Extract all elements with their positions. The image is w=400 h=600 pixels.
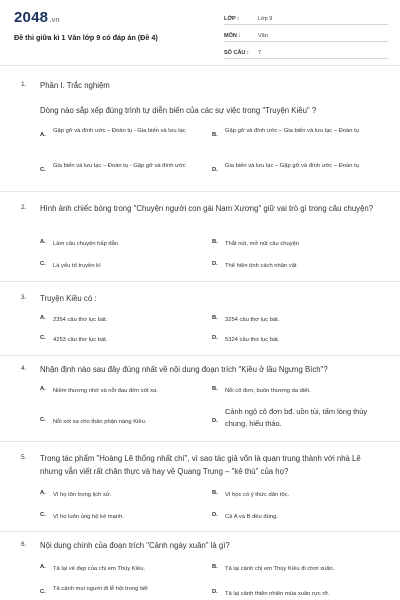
option-text: Nỗi cô đơn, buồn thương da diết. <box>225 388 311 394</box>
option-letter: C. <box>40 261 46 267</box>
option-c[interactable] <box>40 161 205 173</box>
option-letter: D. <box>212 335 218 341</box>
option-letter: D. <box>212 261 218 267</box>
option-a[interactable] <box>40 239 205 249</box>
option-c[interactable] <box>40 584 205 595</box>
question-text: Nhận định nào sau đây đúng nhất về nội dung đoạn trích "Kiều ở lầu Ngưng Bích"? <box>40 365 328 374</box>
meta-label: LỚP : <box>224 16 239 22</box>
option-a[interactable] <box>40 386 205 396</box>
option-c[interactable] <box>40 512 205 522</box>
option-letter: C. <box>40 589 46 595</box>
option-letter: A. <box>40 132 46 138</box>
question-number: 1. <box>21 81 27 88</box>
option-b[interactable] <box>212 386 382 396</box>
option-text: Làm câu chuyện hấp dẫn <box>53 241 119 247</box>
question-number: 6. <box>21 541 27 548</box>
option-letter: B. <box>212 564 218 570</box>
option-d[interactable] <box>212 406 382 430</box>
option-text: Cả A và B đều đúng. <box>225 514 278 520</box>
option-letter: A. <box>40 564 46 570</box>
meta-label: MÔN : <box>224 33 241 39</box>
option-letter: A. <box>40 239 46 245</box>
option-text: Tả lại vẻ đẹp của chị em Thúy Kiều. <box>53 566 146 572</box>
option-text: Tả lại cảnh thiên nhiên mùa xuân rực rỡ. <box>225 591 330 597</box>
meta-value: 7 <box>258 50 262 56</box>
option-letter: D. <box>212 418 218 424</box>
option-letter: D. <box>212 589 218 595</box>
option-b[interactable] <box>212 315 382 325</box>
exam-title: Đề thi giữa kì 1 Văn lớp 9 có đáp án (Đề 4) <box>14 33 158 42</box>
logo-text: 2048 <box>14 9 49 26</box>
option-letter: C. <box>40 512 46 518</box>
question-text: Truyện Kiều có : <box>40 294 97 303</box>
option-d[interactable] <box>212 335 382 345</box>
site-logo[interactable] <box>14 9 60 26</box>
option-letter: A. <box>40 386 46 392</box>
option-text: Vì họ luôn ủng hộ kẻ mạnh. <box>53 514 124 520</box>
option-b[interactable] <box>212 490 382 500</box>
question-text: Trong tác phẩm "Hoàng Lê thống nhất chí", vì sao tác giả vốn là quan trung thành với nhà Lê nhưng vẫn viết rất chân thực và hay về Quang Trung – "kẻ thù" của họ? <box>40 454 361 476</box>
question-3 <box>0 282 400 356</box>
question-text: Hình ảnh chiếc bóng trong "Chuyện người con gái Nam Xương" giữ vai trò gì trong câu chuyện? <box>40 204 374 213</box>
question-1 <box>0 66 400 192</box>
option-text: Nỗi xót xa cho thân phận nàng Kiều. <box>53 419 147 425</box>
option-text: Tả cảnh mọi người đi lễ hội trong tiết <box>53 586 148 592</box>
option-letter: D. <box>212 512 218 518</box>
meta-value: Lớp 9 <box>258 16 273 22</box>
question-4 <box>0 356 400 442</box>
option-text: Thể hiện tính cách nhân vật <box>225 263 297 269</box>
option-a[interactable] <box>40 564 205 574</box>
question-5 <box>0 442 400 532</box>
logo-suffix: .vn <box>49 17 60 24</box>
meta-label: SỐ CÂU : <box>224 50 249 56</box>
page-header <box>0 0 400 66</box>
option-letter: B. <box>212 490 218 496</box>
option-text: Gia biến và lưu lạc – Đoàn tụ - Gặp gỡ và đính ước <box>53 163 186 169</box>
option-text: Gia biến và lưu lạc – Gặp gỡ và đính ước – Đoàn tụ <box>225 163 359 169</box>
option-text: 2354 câu thơ lục bát. <box>53 317 108 323</box>
option-d[interactable] <box>212 161 382 173</box>
option-letter: C. <box>40 167 46 173</box>
question-number: 3. <box>21 294 27 301</box>
option-text: Vì họ tôn trọng lịch sử. <box>53 492 112 498</box>
question-text: Nội dung chính của đoạn trích "Cảnh ngày xuân" là gì? <box>40 541 230 550</box>
option-letter: B. <box>212 315 218 321</box>
option-text: Tả lại cảnh chị em Thúy Kiều đi chơi xuân. <box>225 566 335 572</box>
option-b[interactable] <box>212 239 382 249</box>
option-c[interactable] <box>40 335 205 345</box>
question-2 <box>0 192 400 282</box>
question-number: 4. <box>21 365 27 372</box>
option-text: Cảnh ngộ cô đơn bđ. uồn tủi, tấm lòng thủy chung, hiếu thảo. <box>225 407 368 428</box>
option-text: Là yếu tố truyền kì <box>53 263 101 269</box>
option-text: Vì học có ý thức dân tộc. <box>225 492 290 498</box>
section-title: Phần I. Trắc nghiệm <box>40 81 110 90</box>
option-letter: A. <box>40 490 46 496</box>
option-d[interactable] <box>212 512 382 522</box>
option-text: 3254 câu thơ lục bát. <box>225 317 280 323</box>
option-d[interactable] <box>212 261 382 271</box>
option-a[interactable] <box>40 490 205 500</box>
option-text: Thắt nút, mở nút câu chuyện <box>225 241 300 247</box>
meta-value: Văn <box>258 33 268 39</box>
question-number: 5. <box>21 454 27 461</box>
option-d[interactable] <box>212 589 382 599</box>
option-a[interactable] <box>40 315 205 325</box>
option-b[interactable] <box>212 564 382 574</box>
option-letter: C. <box>40 335 46 341</box>
option-letter: C. <box>40 417 46 423</box>
option-letter: A. <box>40 315 46 321</box>
question-text: Dòng nào sắp xếp đúng trình tự diễn biến của các sự việc trong "Truyện Kiều" ? <box>40 106 317 115</box>
option-text: Niềm thương nhớ và nỗi đau đớn xót xa. <box>53 388 158 394</box>
option-letter: D. <box>212 167 218 173</box>
option-letter: B. <box>212 386 218 392</box>
option-text: 5324 câu thơ lục bát. <box>225 337 280 343</box>
option-c[interactable] <box>40 261 205 271</box>
question-number: 2. <box>21 204 27 211</box>
meta-row-subject <box>224 27 388 42</box>
exam-meta <box>224 10 388 61</box>
option-letter: B. <box>212 132 218 138</box>
option-b[interactable] <box>212 126 382 138</box>
option-text: Gặp gỡ và đính ước – Đoàn tụ - Gia biến và lưu lạc <box>53 128 186 134</box>
option-text: Gặp gỡ và đính ước – Gia biến và lưu lạc – Đoàn tụ <box>225 128 359 134</box>
meta-row-count <box>224 44 388 59</box>
option-a[interactable] <box>40 126 205 138</box>
question-6 <box>0 532 400 600</box>
option-letter: B. <box>212 239 218 245</box>
meta-row-class <box>224 10 388 25</box>
option-text: 4253 câu thơ lục bát. <box>53 337 108 343</box>
option-c[interactable] <box>40 417 205 427</box>
